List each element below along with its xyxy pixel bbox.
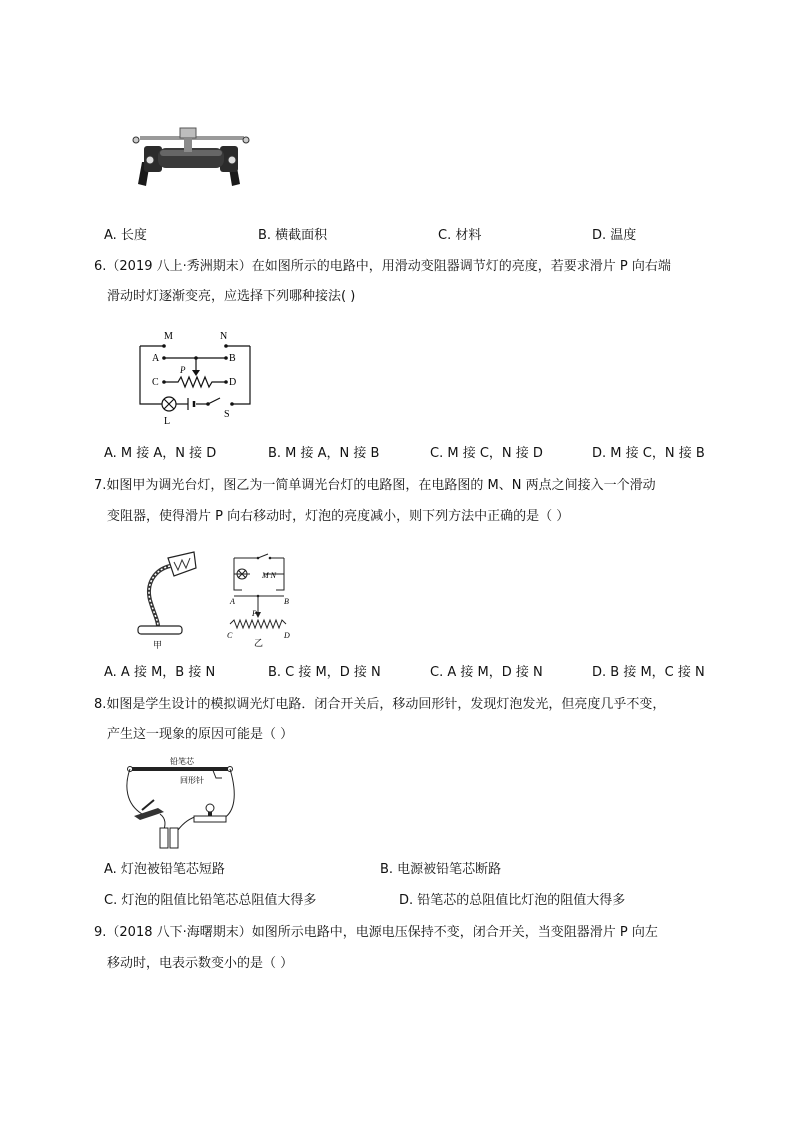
q7-option-d: D. B 接 M，C 接 N [592, 665, 705, 680]
q6-label-c: C [152, 377, 159, 388]
q8-option-b: B. 电源被铅笔芯断路 [380, 862, 502, 877]
q7-circuit-figure [224, 552, 294, 648]
q7-label-b: B [284, 597, 289, 606]
q8-stem-line2: 产生这一现象的原因可能是（ ） [107, 727, 294, 742]
q8-label-clip: 回形针 [180, 776, 204, 785]
q7-option-a: A. A 接 M，B 接 N [104, 665, 216, 680]
q6-label-d: D [229, 377, 237, 388]
q9-stem-line2: 移动时，电表示数变小的是（ ） [107, 956, 294, 971]
q5-option-b: B. 横截面积 [258, 228, 328, 243]
q8-option-d: D. 铅笔芯的总阻值比灯泡的阻值大得多 [399, 893, 626, 908]
q9-stem-line1: 9.（2018 八下·海曙期末）如图所示电路中，电源电压保持不变，闭合开关，当变阻器滑片 P 向左 [94, 925, 658, 940]
q8-option-c: C. 灯泡的阻值比铅笔芯总阻值大得多 [104, 893, 317, 908]
q7-option-c: C. A 接 M，D 接 N [430, 665, 543, 680]
q6-label-l: L [164, 416, 171, 427]
q7-label-yi: 乙 [254, 638, 264, 648]
q6-label-n: N [220, 331, 228, 342]
q5-option-a: A. 长度 [104, 228, 147, 243]
q6-option-a: A. M 接 A，N 接 D [104, 446, 217, 461]
rheostat-photo [128, 126, 254, 190]
q7-stem-line1: 7.如图甲为调光台灯，图乙为一简单调光台灯的电路图，在电路图的 M、N 两点之间接入一个滑动 [94, 478, 656, 493]
q8-stem-line1: 8.如图是学生设计的模拟调光灯电路．闭合开关后，移动回形针，发现灯泡发光，但亮度几乎不变， [94, 697, 666, 712]
q6-option-c: C. M 接 C，N 接 D [430, 446, 543, 461]
q7-label-mn: M N [262, 571, 276, 580]
q8-pencil-lead-circuit-figure [124, 756, 238, 852]
q7-desk-lamp-figure [128, 548, 200, 650]
q8-option-a: A. 灯泡被铅笔芯短路 [104, 862, 225, 877]
q7-label-p: P [252, 609, 257, 618]
q6-label-m: M [164, 331, 173, 342]
q8-label-pencil: 铅笔芯 [170, 757, 194, 766]
q6-label-a: A [152, 353, 160, 364]
q5-option-c: C. 材料 [438, 228, 482, 243]
q7-option-b: B. C 接 M，D 接 N [268, 665, 381, 680]
q6-circuit-figure [136, 328, 254, 428]
q7-label-c: C [227, 631, 233, 640]
q6-label-s: S [224, 409, 230, 420]
q6-option-b: B. M 接 A，N 接 B [268, 446, 380, 461]
q6-label-b: B [229, 353, 236, 364]
q7-label-a: A [230, 597, 235, 606]
q6-stem-line2: 滑动时灯逐渐变亮，应选择下列哪种接法( ) [107, 289, 356, 304]
q7-stem-line2: 变阻器，使得滑片 P 向右移动时，灯泡的亮度减小，则下列方法中正确的是（ ） [107, 509, 570, 524]
q6-label-p: P [180, 365, 186, 375]
q7-label-d: D [284, 631, 290, 640]
q6-option-d: D. M 接 C，N 接 B [592, 446, 705, 461]
q7-label-jia: 甲 [153, 640, 163, 650]
q6-stem-line1: 6.（2019 八上·秀洲期末）在如图所示的电路中，用滑动变阻器调节灯的亮度，若要求滑片 P 向右端 [94, 259, 671, 274]
q5-option-d: D. 温度 [592, 228, 637, 243]
